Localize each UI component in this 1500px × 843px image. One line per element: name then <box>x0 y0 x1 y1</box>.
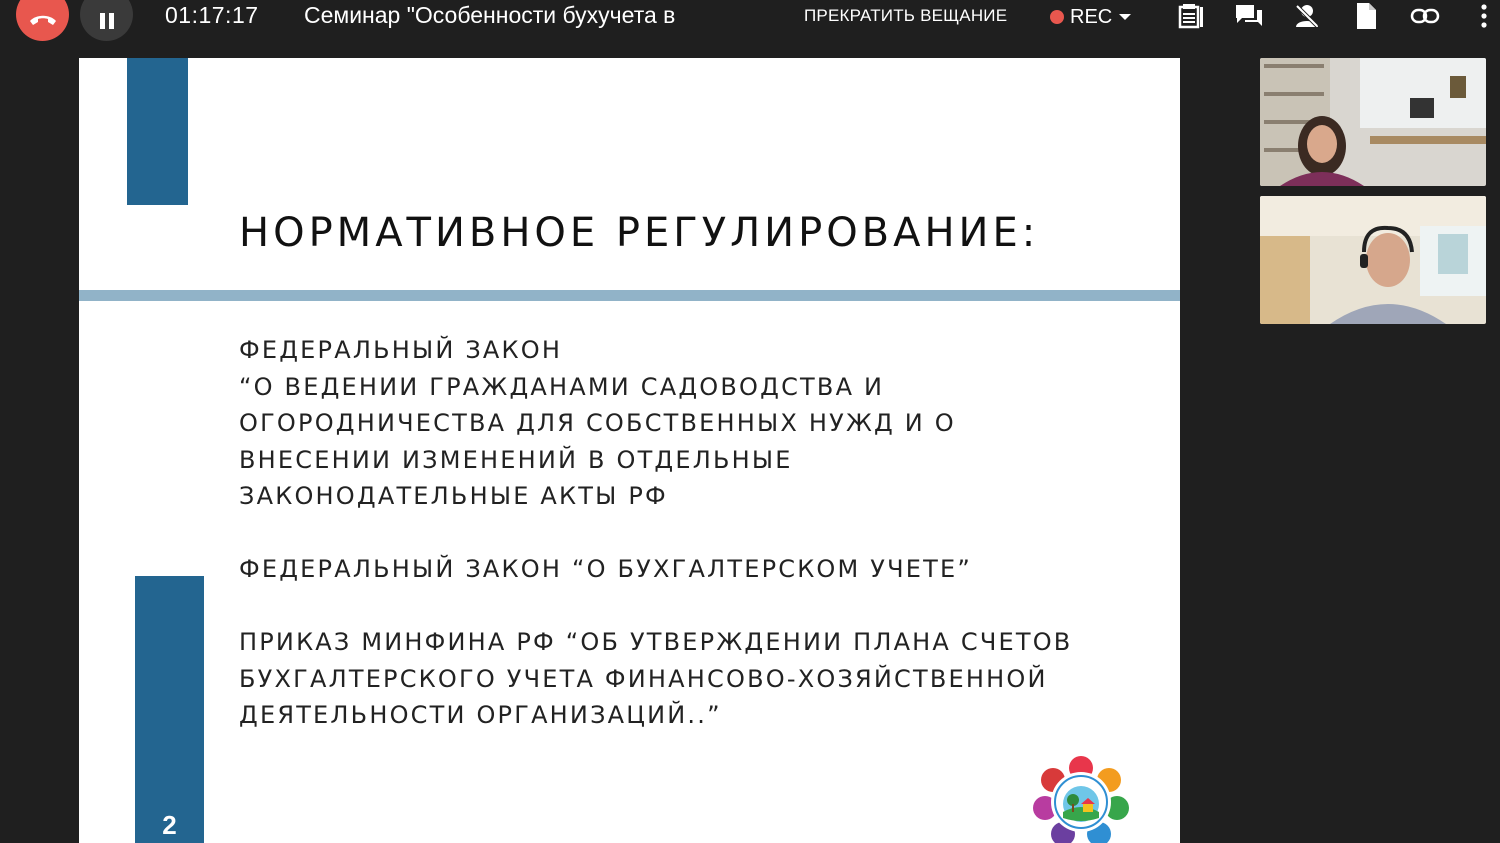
top-toolbar <box>0 0 1500 40</box>
more-icon <box>1480 3 1488 29</box>
law-2: ФЕДЕРАЛЬНЫЙ ЗАКОН “О БУХГАЛТЕРСКОМ УЧЕТЕ” <box>239 555 972 583</box>
pause-button[interactable] <box>80 0 133 41</box>
participant-video-2-frame <box>1260 196 1486 324</box>
chat-button[interactable] <box>1233 2 1265 30</box>
link-button[interactable] <box>1409 2 1441 30</box>
session-timer: 01:17:17 <box>165 2 259 28</box>
hangup-button[interactable] <box>16 0 69 41</box>
file-icon <box>1354 2 1378 30</box>
law-3 <box>239 624 1072 734</box>
hangup-icon <box>28 11 58 31</box>
chevron-down-icon <box>1118 12 1132 22</box>
slide-decor-bar-bottom <box>135 576 204 843</box>
law-1 <box>239 332 956 515</box>
file-button[interactable] <box>1350 2 1382 30</box>
slide-title: НОРМАТИВНОЕ РЕГУЛИРОВАНИЕ: <box>239 210 1040 256</box>
law-3-line: ДЕЯТЕЛЬНОСТИ ОРГАНИЗАЦИЙ..” <box>239 701 722 729</box>
pause-icon <box>97 11 117 31</box>
participant-video-2[interactable] <box>1260 196 1486 324</box>
stop-broadcast-button[interactable]: ПРЕКРАТИТЬ ВЕЩАНИЕ <box>804 6 1008 25</box>
meeting-title: Семинар "Особенности бухучета в <box>304 2 676 28</box>
law-1-line: ЗАКОНОДАТЕЛЬНЫЕ АКТЫ РФ <box>239 482 668 510</box>
slide-page-number: 2 <box>162 810 177 840</box>
more-button[interactable] <box>1468 2 1500 30</box>
participant-video-1-frame <box>1260 58 1486 186</box>
slide-divider <box>79 290 1180 301</box>
rec-dropdown[interactable] <box>1050 4 1132 30</box>
notes-button[interactable] <box>1175 2 1207 30</box>
participants-button[interactable] <box>1291 2 1323 30</box>
presentation-slide <box>79 58 1180 843</box>
notes-icon <box>1177 3 1205 29</box>
rec-dot-icon <box>1050 10 1064 24</box>
law-3-line: ПРИКАЗ МИНФИНА РФ “ОБ УТВЕРЖДЕНИИ ПЛАНА СЧЕТОВ <box>239 628 1073 656</box>
organization-logo <box>1033 754 1129 843</box>
participant-video-1[interactable] <box>1260 58 1486 186</box>
participants-icon <box>1293 3 1321 29</box>
law-1-line: ВНЕСЕНИИ ИЗМЕНЕНИЙ В ОТДЕЛЬНЫЕ <box>239 445 793 474</box>
rec-label: REC <box>1070 5 1113 28</box>
link-icon <box>1410 7 1440 25</box>
law-1-line: ФЕДЕРАЛЬНЫЙ ЗАКОН <box>239 336 563 364</box>
chat-icon <box>1234 3 1264 29</box>
slide-decor-bar-top <box>127 58 188 205</box>
law-1-line: ОГОРОДНИЧЕСТВА ДЛЯ СОБСТВЕННЫХ НУЖД И О <box>239 409 956 437</box>
law-3-line: БУХГАЛТЕРСКОГО УЧЕТА ФИНАНСОВО-ХОЗЯЙСТВЕННОЙ <box>239 664 1048 693</box>
law-1-line: “О ВЕДЕНИИ ГРАЖДАНАМИ САДОВОДСТВА И <box>239 372 885 401</box>
